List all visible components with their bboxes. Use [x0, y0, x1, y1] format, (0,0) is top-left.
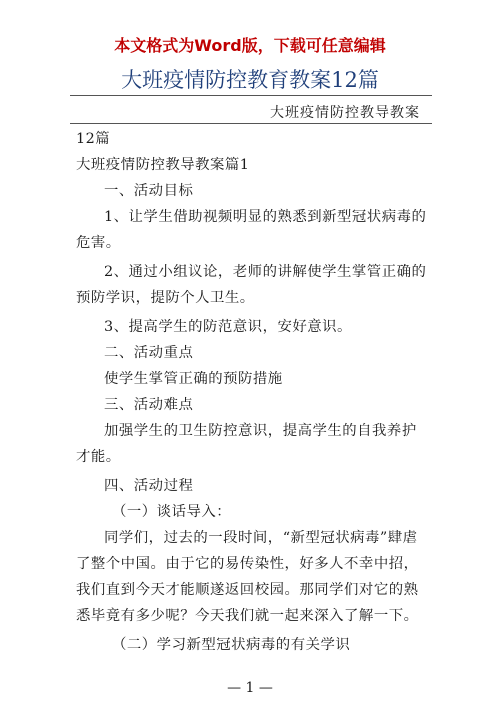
paragraph-title-continuation: 12篇: [76, 131, 111, 147]
difficulties-text: 加强学生的卫生防控意识，提高学生的自我养护才能。: [76, 423, 417, 465]
document-body: [76, 126, 428, 658]
page-number: — 1 —: [227, 680, 273, 696]
heading-process: 四、活动过程: [104, 478, 194, 494]
goal-item-3: 3、提高学生的防范意识，安好意识。: [104, 319, 352, 335]
document-title: 大班疫情防控教育教案12篇: [121, 68, 379, 92]
goal-item-1: 1、让学生借助视频明显的熟悉到新型冠状病毒的危害。: [76, 209, 427, 251]
running-header: 大班疫情防控教导教案: [270, 105, 420, 121]
heading-difficulties: 三、活动难点: [104, 397, 194, 413]
subheading-intro-talk: （一）谈话导入：: [112, 504, 232, 520]
title-divider: [70, 95, 432, 96]
subheading-virus-knowledge: （二）学习新型冠状病毒的有关学识: [112, 637, 351, 653]
intro-talk-text: 同学们，过去的一段时间，“新型冠状病毒”肆虐了整个中国。由于它的易传染性，好多人不幸中招，我们直到今天才能顺遂返回校园。那同学们对它的熟悉毕竟有多少呢？今天我们就一起来深入了解一下。: [76, 530, 419, 624]
key-points-text: 使学生掌管正确的预防措施: [104, 371, 283, 387]
header-divider: [70, 123, 432, 124]
heading-key-points: 二、活动重点: [104, 345, 194, 361]
heading-activity-goals: 一、活动目标: [104, 183, 194, 199]
goal-item-2: 2、通过小组议论，老师的讲解使学生掌管正确的预防学识，提防个人卫生。: [76, 264, 427, 306]
download-banner: 本文格式为Word版，下载可任意编辑: [114, 36, 386, 55]
section-heading: 大班疫情防控教导教案篇1: [76, 157, 250, 173]
